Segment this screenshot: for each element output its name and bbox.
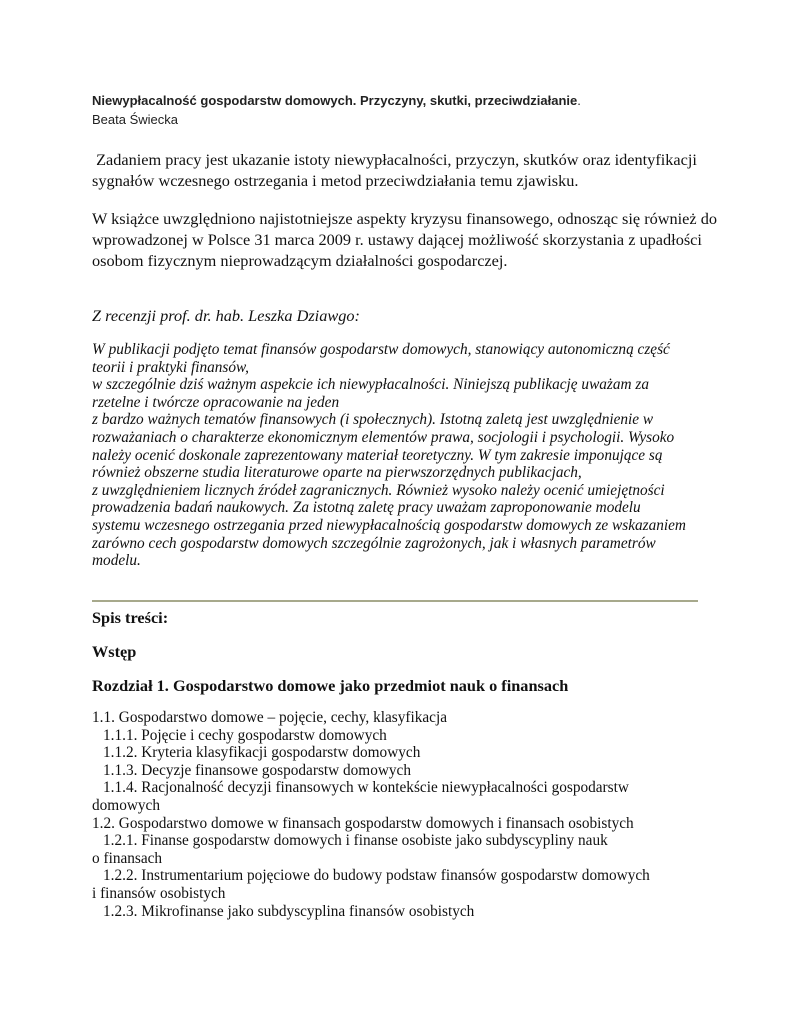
toc-entry: domowych (92, 796, 160, 814)
author-name: Beata Świecka (92, 112, 178, 127)
toc-entry: 1.1.2. Kryteria klasyfikacji gospodarstw domowych (103, 744, 421, 762)
toc-intro: Wstęp (92, 642, 137, 661)
text-line: sygnałów wczesnego ostrzegania i metod przeciwdziałania temu zjawisku. (92, 171, 579, 190)
review-line: systemu wczesnego ostrzegania przed niewypłacalnością gospodarstw domowych ze wskazaniem (92, 516, 686, 534)
review-line: zarówno cech gospodarstw domowych szczególnie zagrożonych, jak i własnych parametrów (92, 534, 656, 552)
toc-list (92, 709, 650, 920)
toc-entry: 1.2.2. Instrumentarium pojęciowe do budowy podstaw finansów gospodarstw domowych (103, 867, 650, 885)
toc-entry: 1.1. Gospodarstwo domowe – pojęcie, cechy, klasyfikacja (92, 709, 447, 726)
review-quote (92, 341, 686, 570)
toc-entry: o finansach (92, 849, 163, 867)
intro-paragraph-2 (92, 208, 717, 271)
toc-entry: i finansów osobistych (92, 884, 226, 902)
toc-heading: Spis treści: (92, 608, 169, 627)
title-period: . (577, 93, 581, 108)
review-line: rzetelne i twórcze opracowanie na jeden (92, 393, 340, 411)
review-line: należy ocenić doskonale zaprezentowany materiał teoretyczny. W tym zakresie imponujące są (92, 446, 663, 464)
review-line: z uwzględnieniem licznych źródeł zagranicznych. Również wysoko należy ocenić umiejętności (92, 481, 665, 499)
text-line: wprowadzonej w Polsce 31 marca 2009 r. ustawy dającej możliwość skorzystania z upadłości (92, 230, 702, 249)
intro-paragraph-1 (92, 149, 697, 191)
text-line: W książce uwzględniono najistotniejsze aspekty kryzysu finansowego, odnosząc się również do (92, 209, 717, 228)
review-line: również obszerne studia literaturowe oparte na pierwszorzędnych publikacjach, (92, 464, 582, 482)
review-line: prowadzenia badań naukowych. Za istotną zaletę pracy uważam zaproponowanie modelu (92, 499, 641, 517)
review-line: w szczególnie dziś ważnym aspekcie ich niewypłacalności. Niniejszą publikację uważam za (92, 376, 649, 394)
text-line: osobom fizycznym nieprowadzącym działalności gospodarczej. (92, 251, 508, 270)
title-text: Niewypłacalność gospodarstw domowych. Przyczyny, skutki, przeciwdziałanie (92, 93, 578, 108)
section-divider (92, 600, 698, 602)
review-heading: Z recenzji prof. dr. hab. Leszka Dziawgo: (92, 306, 360, 325)
toc-entry: 1.2.3. Mikrofinanse jako subdyscyplina finansów osobistych (103, 902, 475, 920)
toc-entry: 1.1.1. Pojęcie i cechy gospodarstw domowych (103, 726, 387, 744)
review-line: modelu. (92, 552, 141, 570)
review-line: z bardzo ważnych tematów finansowych (i społecznych). Istotną zaletą jest uwzględnienie w (92, 411, 654, 429)
review-line: rozważaniach o charakterze ekonomicznym elementów prawa, socjologii i psychologii. Wysoko (92, 428, 675, 446)
review-line: W publikacji podjęto temat finansów gospodarstw domowych, stanowiący autonomiczną część (92, 341, 670, 358)
document-title (92, 93, 581, 108)
review-line: teorii i praktyki finansów, (92, 358, 249, 376)
toc-entry: 1.1.4. Racjonalność decyzji finansowych w kontekście niewypłacalności gospodarstw (103, 779, 629, 797)
toc-chapter-1: Rozdział 1. Gospodarstwo domowe jako przedmiot nauk o finansach (92, 676, 569, 695)
toc-entry: 1.2.1. Finanse gospodarstw domowych i finanse osobiste jako subdyscypliny nauk (103, 832, 608, 850)
text-line: Zadaniem pracy jest ukazanie istoty niewypłacalności, przyczyn, skutków oraz identyfikacji (92, 150, 697, 169)
toc-entry: 1.2. Gospodarstwo domowe w finansach gospodarstw domowych i finansach osobistych (92, 814, 634, 832)
toc-entry: 1.1.3. Decyzje finansowe gospodarstw domowych (103, 761, 411, 779)
